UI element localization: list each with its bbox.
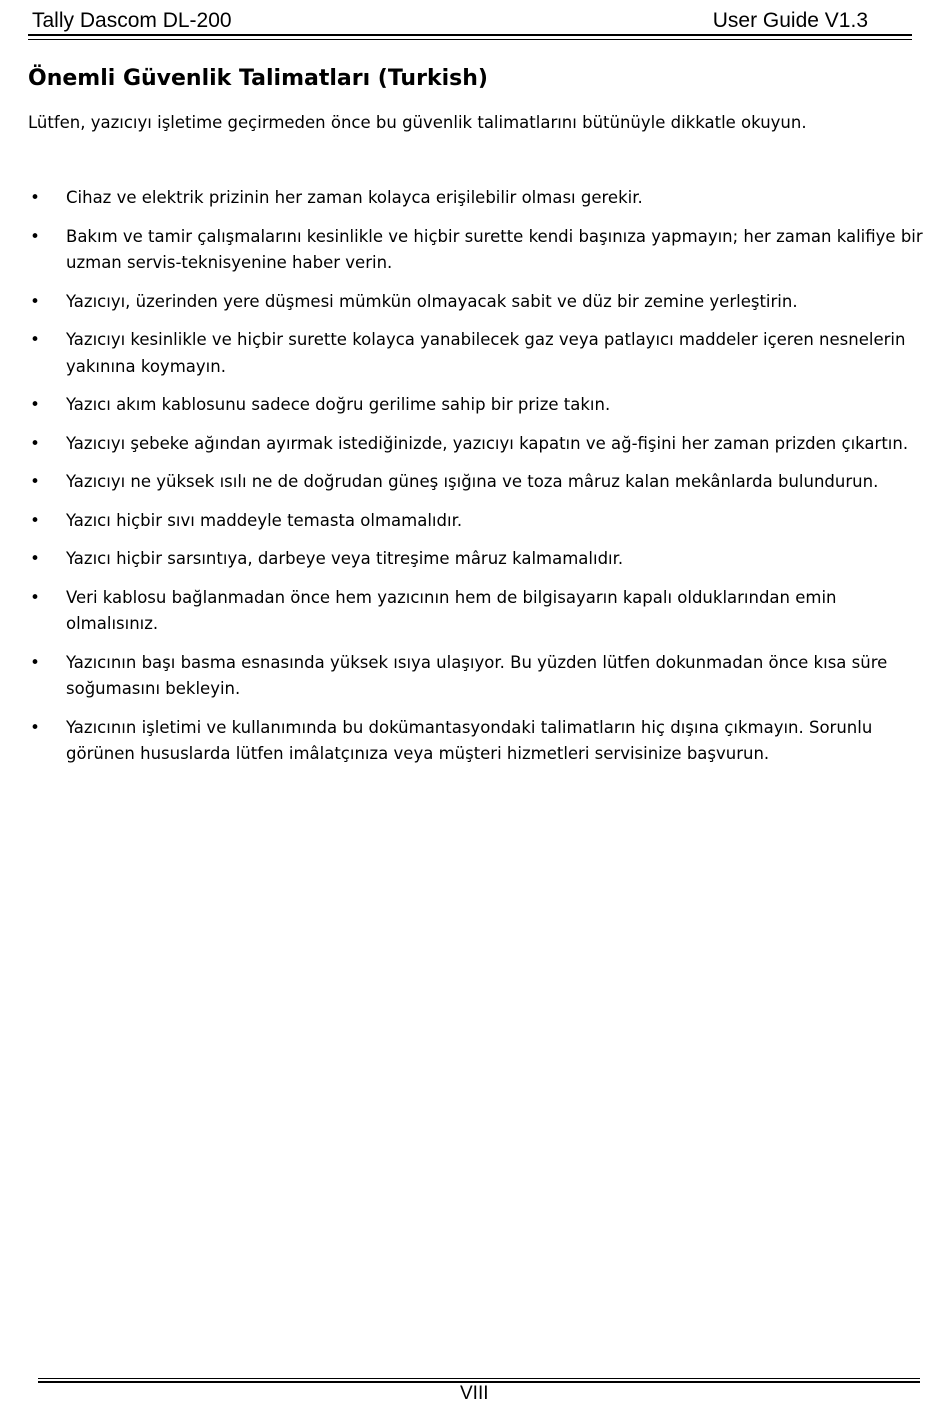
list-item xyxy=(28,650,928,703)
list-item xyxy=(28,327,928,380)
list-item-text: Yazıcı akım kablosunu sadece doğru gerilime sahip bir prize takın. xyxy=(66,395,611,414)
bullet-icon: • xyxy=(30,587,40,607)
list-item-text: Yazıcı hiçbir sıvı maddeyle temasta olmamalıdır. xyxy=(66,510,463,530)
bullet-icon: • xyxy=(30,433,40,453)
list-item-text: Cihaz ve elektrik prizinin her zaman kolayca erişilebilir olması gerekir. xyxy=(66,188,643,207)
bullet-icon: • xyxy=(30,395,40,414)
bullet-icon: • xyxy=(30,188,40,207)
list-item-text: Yazıcının işletimi ve kullanımında bu dokümantasyondaki talimatların hiç dışına çıkmayın. Sorunlu görünen hususlarda lütfen imâlatçınıza veya müşteri hizmetleri servisinize başvurun. xyxy=(66,717,873,763)
list-item-text: Yazıcıyı ne yüksek ısılı ne de doğrudan güneş ışığına ve toza mâruz kalan mekânlarda bulundurun. xyxy=(66,472,879,491)
list-item xyxy=(28,289,928,316)
bullet-icon: • xyxy=(30,291,40,311)
header-guide-version: User Guide V1.3 xyxy=(712,9,868,32)
list-item xyxy=(28,224,928,277)
list-item-text: Veri kablosu bağlanmadan önce hem yazıcının hem de bilgisayarın kapalı olduklarından emin olmalısınız. xyxy=(66,587,837,633)
bullet-icon: • xyxy=(30,549,40,568)
header-product-name: Tally Dascom DL-200 xyxy=(32,9,232,32)
list-item-text: Yazıcı hiçbir sarsıntıya, darbeye veya titreşime mâruz kalmamalıdır. xyxy=(66,549,624,568)
bullet-icon: • xyxy=(30,330,40,349)
bullet-icon: • xyxy=(30,472,40,491)
safety-instructions-list xyxy=(28,185,928,780)
list-item-text: Bakım ve tamir çalışmalarını kesinlikle ve hiçbir surette kendi başınıza yapmayın; her zaman kalifiye bir uzman servis-teknisyenine haber verin. xyxy=(66,226,923,272)
list-item xyxy=(28,185,928,212)
list-item xyxy=(28,431,928,458)
bullet-icon: • xyxy=(30,226,40,246)
header-divider-thin xyxy=(28,39,912,40)
list-item xyxy=(28,715,928,768)
list-item-text: Yazıcının başı basma esnasında yüksek ısıya ulaşıyor. Bu yüzden lütfen dokunmadan önce kısa süre soğumasını bekleyin. xyxy=(66,652,888,698)
list-item xyxy=(28,546,928,573)
page-header xyxy=(28,8,912,34)
header-divider xyxy=(28,34,912,36)
intro-paragraph: Lütfen, yazıcıyı işletime geçirmeden önce bu güvenlik talimatlarını bütünüyle dikkatle okuyun. xyxy=(28,113,807,132)
list-item-text: Yazıcıyı, üzerinden yere düşmesi mümkün olmayacak sabit ve düz bir zemine yerleştirin. xyxy=(66,291,798,311)
list-item xyxy=(28,392,928,419)
list-item xyxy=(28,469,928,496)
list-item xyxy=(28,508,928,535)
page-number: VIII xyxy=(460,1383,489,1404)
list-item xyxy=(28,585,928,638)
page-title: Önemli Güvenlik Talimatları (Turkish) xyxy=(28,66,488,91)
bullet-icon: • xyxy=(30,652,40,672)
bullet-icon: • xyxy=(30,510,40,530)
bullet-icon: • xyxy=(30,717,40,737)
list-item-text: Yazıcıyı kesinlikle ve hiçbir surette kolayca yanabilecek gaz veya patlayıcı maddeler içeren nesnelerin yakınına koymayın. xyxy=(66,330,906,376)
footer-divider-thin xyxy=(38,1378,920,1379)
list-item-text: Yazıcıyı şebeke ağından ayırmak istediğinizde, yazıcıyı kapatın ve ağ-fişini her zaman prizden çıkartın. xyxy=(66,433,909,453)
